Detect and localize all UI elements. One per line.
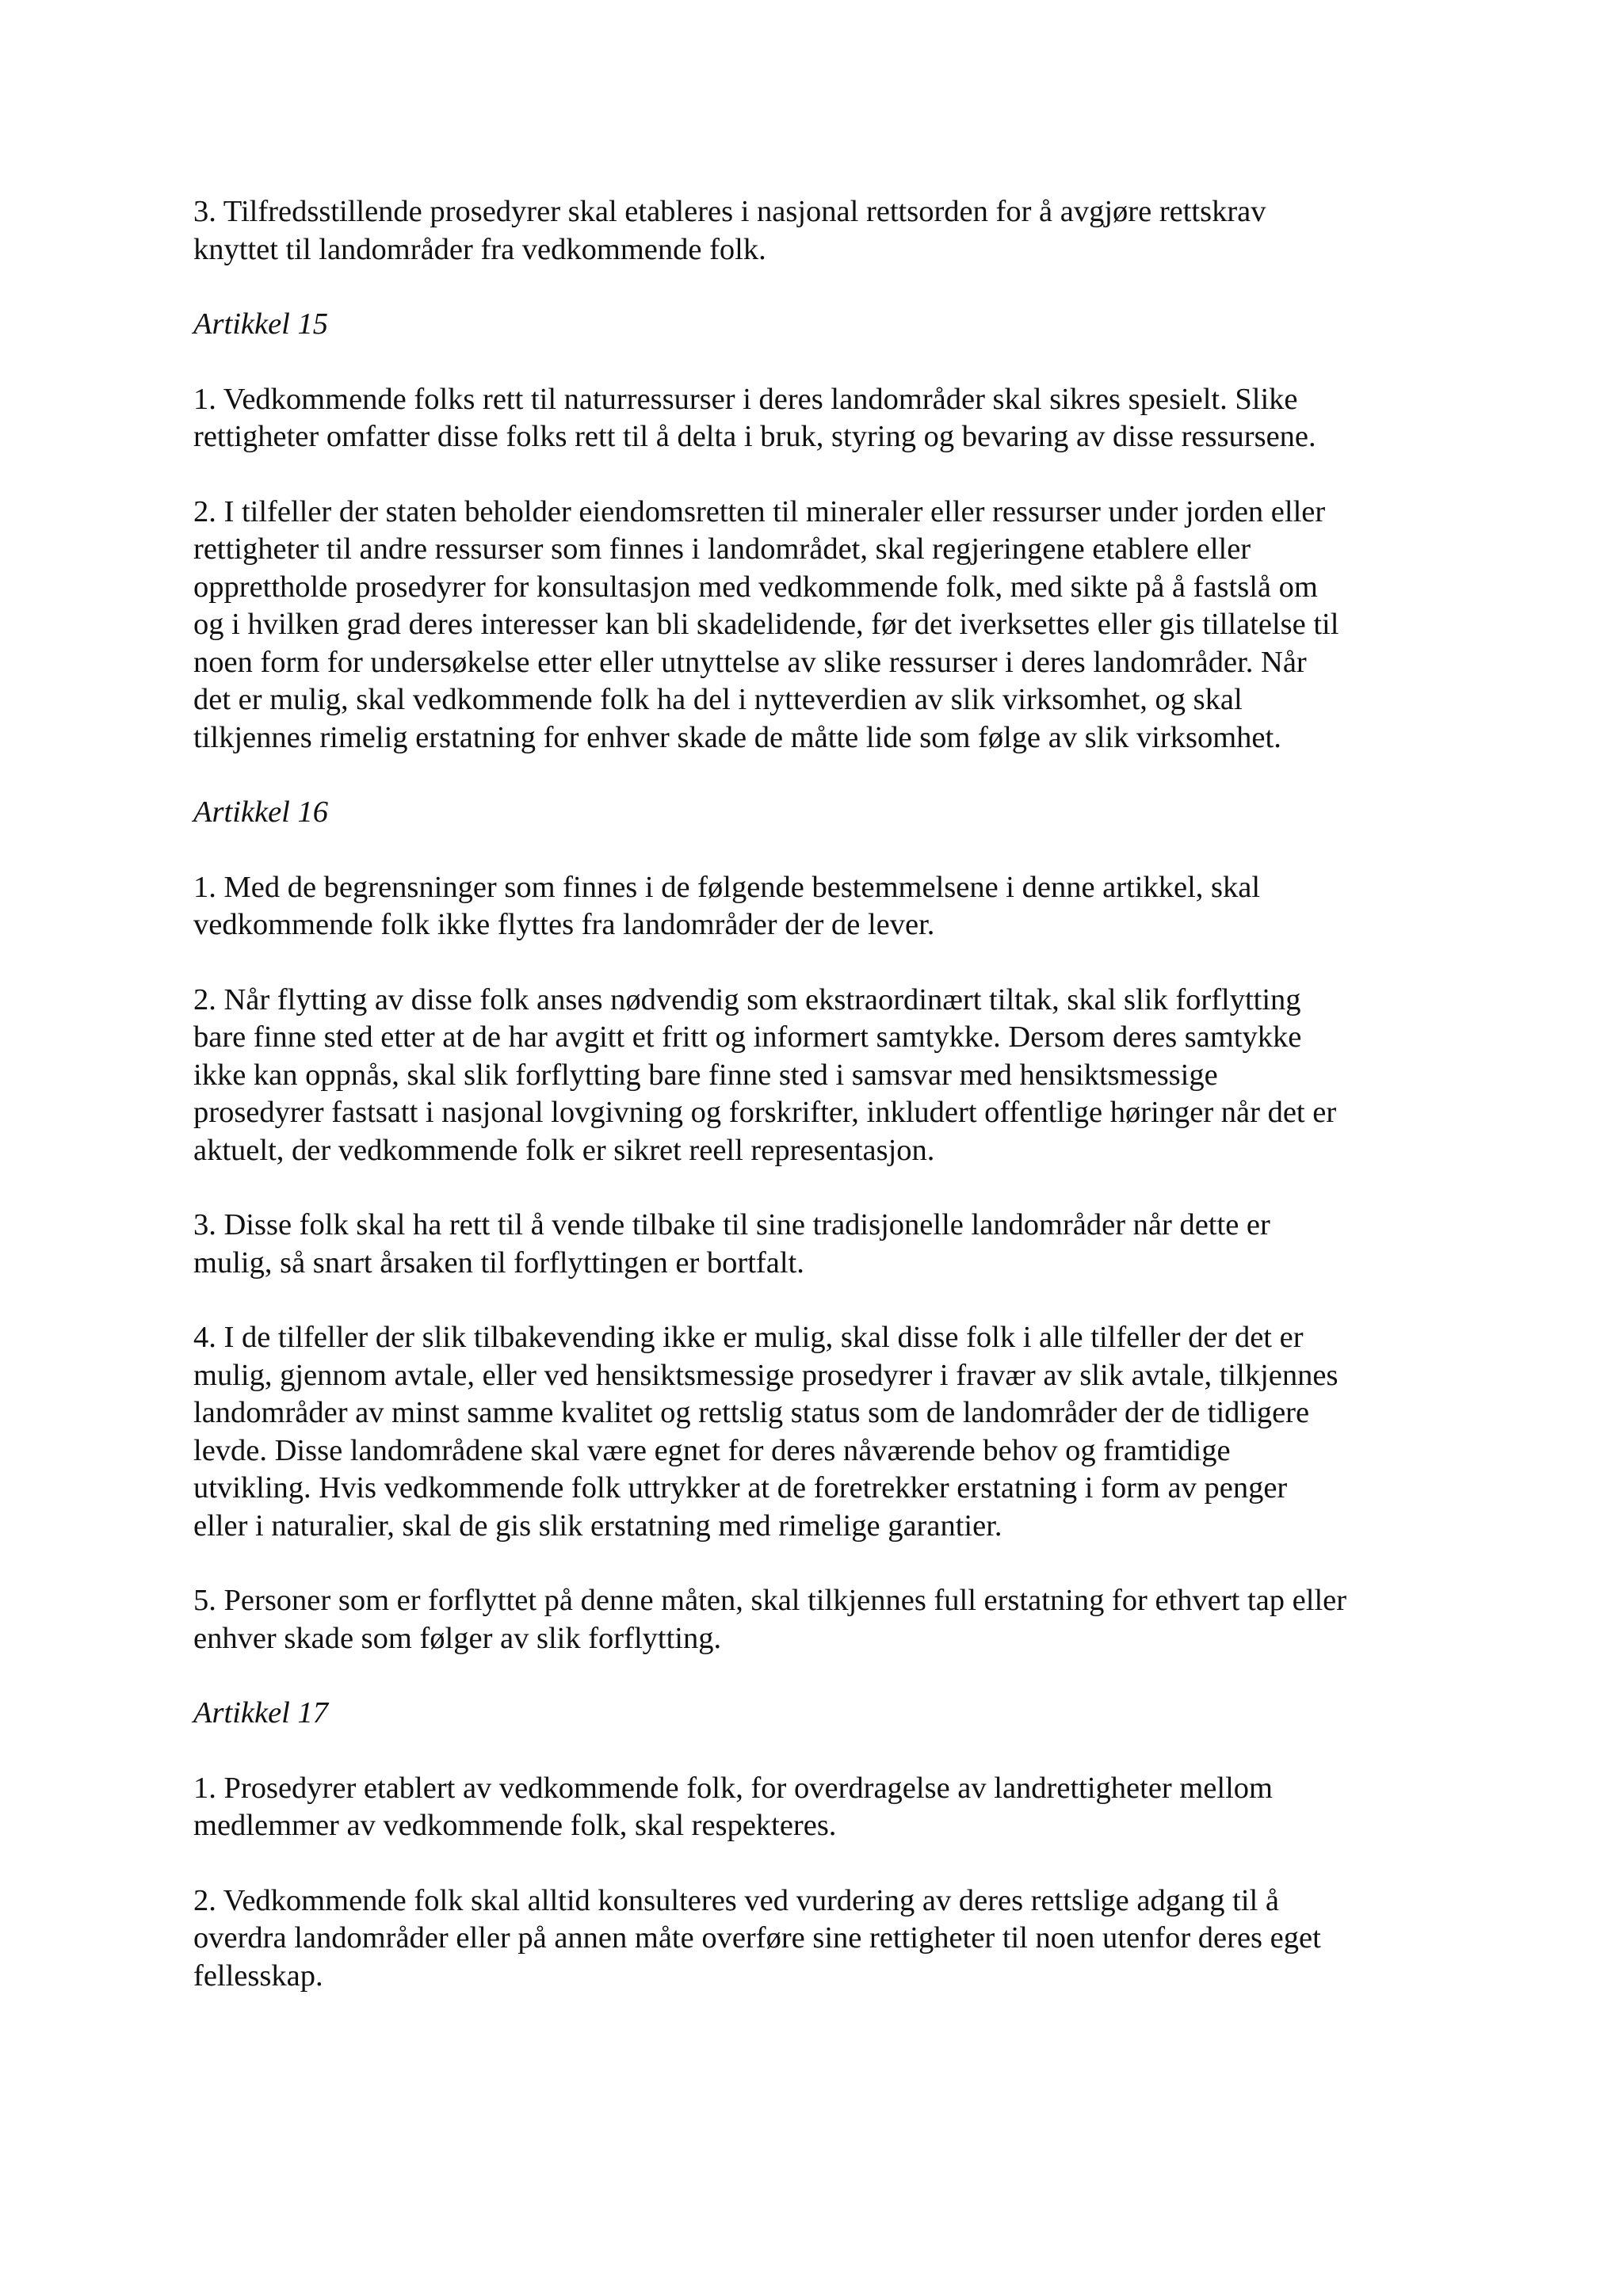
text-line: 2. Når flytting av disse folk anses nødvendig som ekstraordinært tiltak, skal slik forflytting xyxy=(193,982,1301,1016)
text-line: 2. Vedkommende folk skal alltid konsulteres ved vurdering av deres rettslige adgang til å xyxy=(193,1883,1279,1917)
text-line: 1. Vedkommende folks rett til naturressurser i deres landområder skal sikres spesielt. Slike xyxy=(193,382,1298,416)
document-page xyxy=(193,193,1461,2032)
article-heading-17: Artikkel 17 xyxy=(193,1696,328,1730)
paragraph-15-2 xyxy=(193,494,1461,757)
paragraph-16-1 xyxy=(193,869,1461,944)
text-line: og i hvilken grad deres interesser kan bli skadelidende, før det iverksettes eller gis tillatelse til xyxy=(193,608,1339,641)
text-line: tilkjennes rimelig erstatning for enhver skade de måtte lide som følge av slik virksomhet. xyxy=(193,720,1281,754)
paragraph-17-2 xyxy=(193,1882,1461,1996)
text-line: det er mulig, skal vedkommende folk ha del i nytteverdien av slik virksomhet, og skal xyxy=(193,683,1243,716)
text-line: medlemmer av vedkommende folk, skal respekteres. xyxy=(193,1809,837,1842)
text-line: fellesskap. xyxy=(193,1958,323,1993)
text-line: ikke kan oppnås, skal slik forflytting bare finne sted i samsvar med hensiktsmessige xyxy=(193,1058,1218,1092)
text-line: enhver skade som følger av slik forflytting. xyxy=(193,1621,722,1655)
paragraph-15-1 xyxy=(193,381,1461,456)
text-line: 4. I de tilfeller der slik tilbakevending ikke er mulig, skal disse folk i alle tilfeller der det er xyxy=(193,1321,1304,1354)
text-line: levde. Disse landområdene skal være egnet for deres nåværende behov og framtidige xyxy=(193,1433,1231,1467)
text-line: landområder av minst samme kvalitet og rettslig status som de landområder der de tidligere xyxy=(193,1396,1310,1429)
paragraph-16-2 xyxy=(193,982,1461,1170)
text-line: 2. I tilfeller der staten beholder eiendomsretten til mineraler eller ressurser under jorden eller xyxy=(193,494,1326,528)
text-line: bare finne sted etter at de har avgitt et fritt og informert samtykke. Dersom deres samtykke xyxy=(193,1020,1302,1054)
paragraph-16-5 xyxy=(193,1582,1461,1657)
article-heading-15: Artikkel 15 xyxy=(193,307,328,341)
paragraph-17-1 xyxy=(193,1770,1461,1845)
text-line: 1. Prosedyrer etablert av vedkommende folk, for overdragelse av landrettigheter mellom xyxy=(193,1771,1273,1805)
text-line: rettigheter omfatter disse folks rett til å delta i bruk, styring og bevaring av disse ressursene. xyxy=(193,420,1316,453)
text-line: knyttet til landområder fra vedkommende folk. xyxy=(193,232,766,266)
text-line: rettigheter til andre ressurser som finnes i landområdet, skal regjeringene etablere eller xyxy=(193,532,1251,566)
text-line: 1. Med de begrensninger som finnes i de følgende bestemmelsene i denne artikkel, skal xyxy=(193,870,1261,904)
text-line: eller i naturalier, skal de gis slik erstatning med rimelige garantier. xyxy=(193,1508,1002,1543)
paragraph-16-4 xyxy=(193,1319,1461,1545)
text-line: vedkommende folk ikke flyttes fra landområder der de lever. xyxy=(193,908,935,941)
text-line: aktuelt, der vedkommende folk er sikret reell representasjon. xyxy=(193,1133,935,1167)
paragraph-14-3 xyxy=(193,193,1461,269)
text-line: mulig, gjennom avtale, eller ved hensiktsmessige prosedyrer i fravær av slik avtale, tilkjennes xyxy=(193,1358,1338,1392)
text-line: 3. Disse folk skal ha rett til å vende tilbake til sine tradisjonelle landområder når dette er xyxy=(193,1208,1270,1241)
text-line: opprettholde prosedyrer for konsultasjon med vedkommende folk, med sikte på å fastslå om xyxy=(193,570,1318,604)
text-line: mulig, så snart årsaken til forflyttingen er bortfalt. xyxy=(193,1245,804,1280)
text-line: 3. Tilfredsstillende prosedyrer skal etableres i nasjonal rettsorden for å avgjøre rettskrav xyxy=(193,195,1266,228)
article-heading-16: Artikkel 16 xyxy=(193,795,328,829)
paragraph-16-3 xyxy=(193,1207,1461,1282)
text-line: overdra landområder eller på annen måte overføre sine rettigheter til noen utenfor deres eget xyxy=(193,1921,1321,1955)
text-line: utvikling. Hvis vedkommende folk uttrykker at de foretrekker erstatning i form av penger xyxy=(193,1471,1288,1505)
text-line: 5. Personer som er forflyttet på denne måten, skal tilkjennes full erstatning for ethvert tap eller xyxy=(193,1584,1347,1617)
text-line: noen form for undersøkelse etter eller utnyttelse av slike ressurser i deres landområder. Når xyxy=(193,645,1307,679)
text-line: prosedyrer fastsatt i nasjonal lovgivning og forskrifter, inkludert offentlige høringer når det er xyxy=(193,1096,1337,1129)
